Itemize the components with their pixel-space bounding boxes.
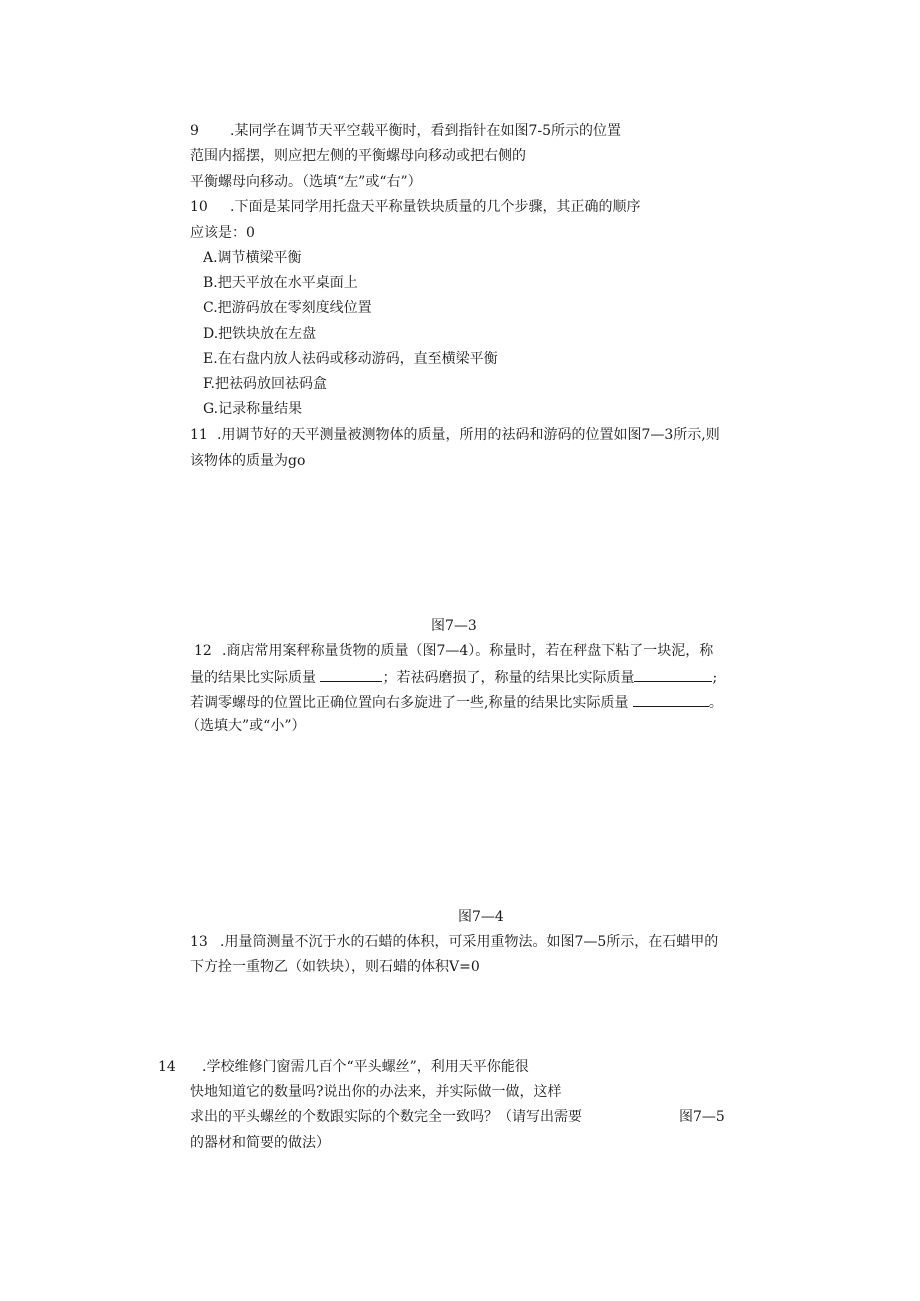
- q13-number: 13: [190, 934, 208, 950]
- q11-line2: 该物体的质量为go: [190, 453, 306, 469]
- q9-number: 9: [190, 123, 199, 139]
- figure-7-4-caption: 图7—4: [458, 909, 504, 925]
- q14-line1: [158, 1058, 529, 1076]
- q13-line1: [190, 933, 718, 951]
- q11-text-1: .用调节好的天平测量被测物体的质量，所用的祛码和游码的位置如图7—3所示,则: [217, 427, 720, 443]
- figure-7-3-caption: 图7—3: [431, 618, 477, 634]
- q12-blank-3[interactable]: [633, 692, 709, 707]
- q12-line4: （选填大”或“小”）: [186, 718, 306, 734]
- q12-text-2b: ；若祛码磨损了，称量的结果比实际质量: [382, 670, 635, 686]
- q10-text-1: .下面是某同学用托盘天平称量铁块质量的几个步骤，其正确的顺序: [230, 199, 641, 215]
- q14-number: 14: [158, 1059, 176, 1075]
- q12-number: 12: [194, 643, 212, 659]
- q10-option-d: D.把铁块放在左盘: [203, 326, 317, 342]
- q12-text-2a: 量的结果比实际质量: [190, 670, 316, 686]
- q9-line3: 平衡螺母向移动。（选填“左”或“右”）: [190, 174, 422, 190]
- q12-line1: [194, 642, 713, 660]
- q9-line1: [190, 122, 621, 140]
- q12-blank-2[interactable]: [634, 667, 712, 682]
- q9-line2: 范围内摇摆，则应把左侧的平衡螺母向移动或把右侧的: [190, 148, 526, 164]
- q10-option-b: B.把天平放在水平桌面上: [203, 275, 358, 291]
- q9-text-1: .某同学在调节天平空载平衡时，看到指针在如图7-5所示的位置: [230, 123, 621, 139]
- q13-text-1: .用量筒测量不沉于水的石蜡的体积，可采用重物法。如图7—5所示，在石蜡甲的: [220, 934, 719, 950]
- q10-option-c: C.把游码放在零刻度线位置: [203, 300, 372, 316]
- q10-line2: 应该是：0: [190, 225, 255, 241]
- q12-text-3b: 。: [708, 695, 723, 711]
- q12-line2: [190, 667, 717, 687]
- q14-line2: 快地知道它的数量吗?说出你的办法来，并实际做一做，这样: [190, 1084, 562, 1100]
- q11-number: 11: [190, 427, 208, 443]
- q13-line2: 下方拴一重物乙（如铁块），则石蜡的体积V=0: [190, 959, 480, 975]
- q14-line4: 的器材和简要的做法）: [190, 1135, 330, 1151]
- q14-text-1: .学校维修门窗需几百个“平头螺丝”，利用天平你能很: [202, 1059, 529, 1075]
- q12-text-2c: ;: [712, 670, 718, 686]
- q10-number: 10: [190, 199, 208, 215]
- q12-text-1: .商店常用案秤称量货物的质量（图7—4）。称量时，若在秤盘下粘了一块泥，称: [222, 643, 714, 659]
- q10-option-g: G.记录称量结果: [203, 401, 303, 417]
- q10-line1: [190, 198, 640, 216]
- q12-blank-1[interactable]: [320, 667, 382, 682]
- q12-text-3a: 若调零螺母的位置比正确位置向右多旋进了一些,称量的结果比实际质量: [190, 695, 629, 711]
- q10-option-a: A.调节横梁平衡: [203, 250, 302, 266]
- q12-line3: [190, 692, 723, 712]
- q11-line1: [190, 426, 720, 444]
- q10-option-e: E.在右盘内放人祛码或移动游码，直至横梁平衡: [203, 351, 498, 367]
- figure-7-5-caption: 图7—5: [679, 1109, 725, 1125]
- q14-line3: 求出的平头螺丝的个数跟实际的个数完全一致吗？（请写出需要: [190, 1109, 582, 1125]
- q10-option-f: F.把祛码放回祛码盒: [203, 376, 327, 392]
